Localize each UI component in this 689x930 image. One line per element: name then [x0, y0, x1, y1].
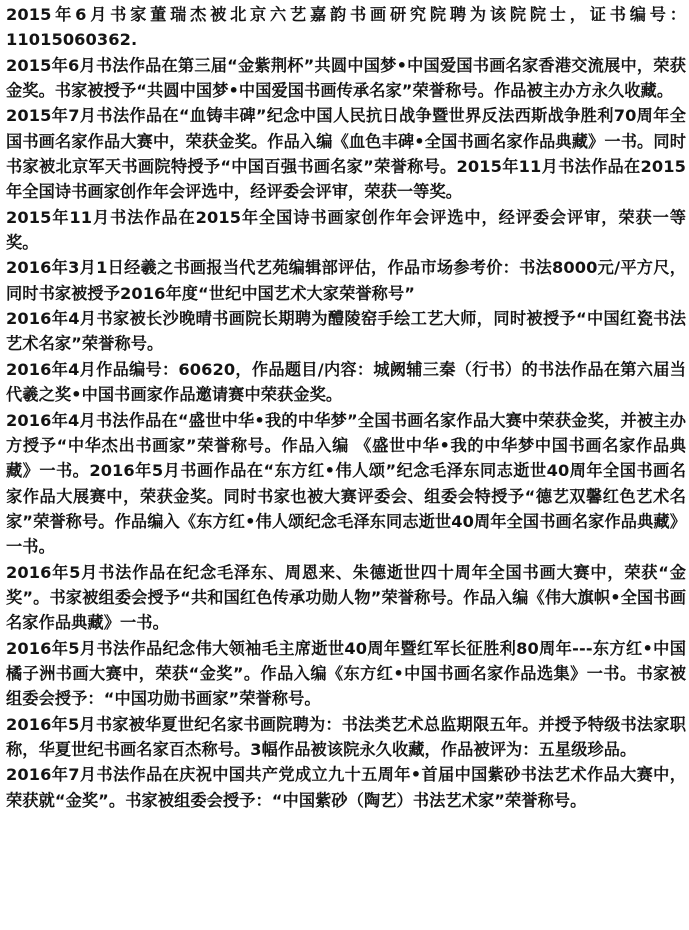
document-body — [6, 2, 686, 813]
paragraph-2016-05-orange-island: 2016年5月书法作品纪念伟大领袖毛主席逝世40周年暨红军长征胜利80周年---东方红•中国橘子洲书画大赛中，荣获“金奖”。作品入编《东方红•中国书画名家作品选集》一书。书家被组委会授予：“中国功勋书画家”荣誉称号。 — [6, 638, 686, 709]
paragraph-2016-07-purple-clay: 2016年7月书法作品在庆祝中国共产党成立九十五周年•首届中国紫砂书法艺术作品大赛中，荣获就“金奖”。书家被组委会授予：“中国紫砂（陶艺）书法艺术家”荣誉称号。 — [6, 765, 686, 810]
paragraph-2015-06-hongkong-exhibition: 2015年6月书法作品在第三届“金紫荆杯”共圆中国梦•中国爱国书画名家香港交流展中，荣获金奖。书家被授予“共圆中国梦•中国爱国书画传承名家”荣誉称号。作品被主办方永久收藏。 — [6, 55, 686, 101]
paragraph-2016-04-china-dream: 2016年4月书法作品在“盛世中华•我的中华梦”全国书画名家作品大赛中荣获金奖，并被主办方授予“中华杰出书画家”荣誉称号。作品入编 《盛世中华•我的中华梦中国书画名家作品典藏》一书。2016年5月书画作品在“东方红•伟人颂”纪念毛泽东同志逝世40周年全国书画名家作品大展赛中，荣获金奖。同时书家也被大赛评委会、组委会特授予“德艺双馨红色艺术名家”荣誉称号。作品编入《东方红•伟人颂纪念毛泽东同志逝世40周年全国书画名家作品典藏》一书。 — [6, 410, 686, 557]
paragraph-2016-04-xizhi-award: 2016年4月作品编号：60620，作品题目/内容：城阙辅三秦（行书）的书法作品在第六届当代羲之奖•中国书画家作品邀请赛中荣获金奖。 — [6, 359, 686, 405]
paragraph-2015-07-blood-monument: 2015年7月书法作品在“血铸丰碑”纪念中国人民抗日战争暨世界反法西斯战争胜利70周年全国书画名家作品大赛中，荣获金奖。作品入编《血色丰碑•全国书画名家作品典藏》一书。同时书家被北京军天书画院特授予“中国百强书画名家”荣誉称号。2015年11月书法作品在2015年全国诗书画家创作年会评选中，经评委会评审，荣获一等奖。 — [6, 106, 686, 202]
paragraph-2016-05-forty-anniversary: 2016年5月书法作品在纪念毛泽东、周恩来、朱德逝世四十周年全国书画大赛中，荣获“金奖”。书家被组委会授予“共和国红色传承功勋人物”荣誉称号。作品入编《伟大旗帜•全国书画名家作品典藏》一书。 — [6, 562, 686, 633]
paragraph-2016-05-huaxia-academy: 2016年5月书家被华夏世纪名家书画院聘为：书法类艺术总监期限五年。并授予特级书法家职称，华夏世纪书画名家百杰称号。3幅作品被该院永久收藏，作品被评为：五星级珍品。 — [6, 714, 686, 759]
paragraph-2015-06-academician: 2015年6月书家董瑞杰被北京六艺嘉韵书画研究院聘为该院院士，证书编号：11015060362. — [6, 5, 686, 50]
paragraph-2016-04-changsha-academy: 2016年4月书家被长沙晚晴书画院长期聘为醴陵窑手绘工艺大师，同时被授予“中国红瓷书法艺术名家”荣誉称号。 — [6, 309, 686, 354]
paragraph-2016-03-market-valuation: 2016年3月1日经羲之书画报当代艺苑编辑部评估，作品市场参考价：书法8000元/平方尺，同时书家被授予2016年度“世纪中国艺术大家荣誉称号” — [6, 258, 686, 303]
paragraph-2015-11-poetry-annual: 2015年11月书法作品在2015年全国诗书画家创作年会评选中，经评委会评审，荣获一等奖。 — [6, 207, 686, 253]
